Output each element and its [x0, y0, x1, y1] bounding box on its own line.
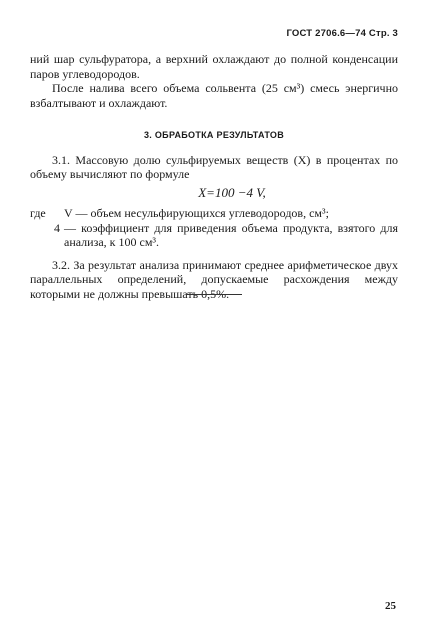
- where-row-coefficient: [30, 221, 398, 250]
- page-number: 25: [385, 600, 396, 612]
- where-label: где: [30, 206, 46, 220]
- document-body: [30, 52, 398, 301]
- page-header: ГОСТ 2706.6—74 Стр. 3: [286, 28, 398, 39]
- end-rule: [186, 294, 242, 295]
- paragraph-3-2: 3.2. За результат анализа принимают среднее арифметическое двух параллельных определений, допускаемые расхождения между которыми не должны превышать 0,5%.: [30, 257, 398, 301]
- paragraph-solvent: После налива всего объема сольвента (25 см³) смесь энергично взбалтывают и охлаждают.: [30, 81, 398, 110]
- where-text: — коэффициент для приведения объема продукта, взятого для анализа, к 100 см³.: [64, 220, 398, 249]
- paragraph-continuation: ний шар сульфуратора, а верхний охлаждают до полной конденсации паров углеводородов.: [30, 52, 398, 81]
- section-title: 3. ОБРАБОТКА РЕЗУЛЬТАТОВ: [143, 130, 285, 140]
- where-text: V — объем несульфирующихся углеводородов, см³;: [64, 206, 329, 220]
- formula: X=100 −4 V,: [198, 184, 266, 200]
- where-label: 4: [54, 220, 60, 235]
- paragraph-3-1: 3.1. Массовую долю сульфируемых веществ (X) в процентах по объему вычисляют по формуле: [30, 152, 398, 181]
- where-row-v: [30, 206, 398, 221]
